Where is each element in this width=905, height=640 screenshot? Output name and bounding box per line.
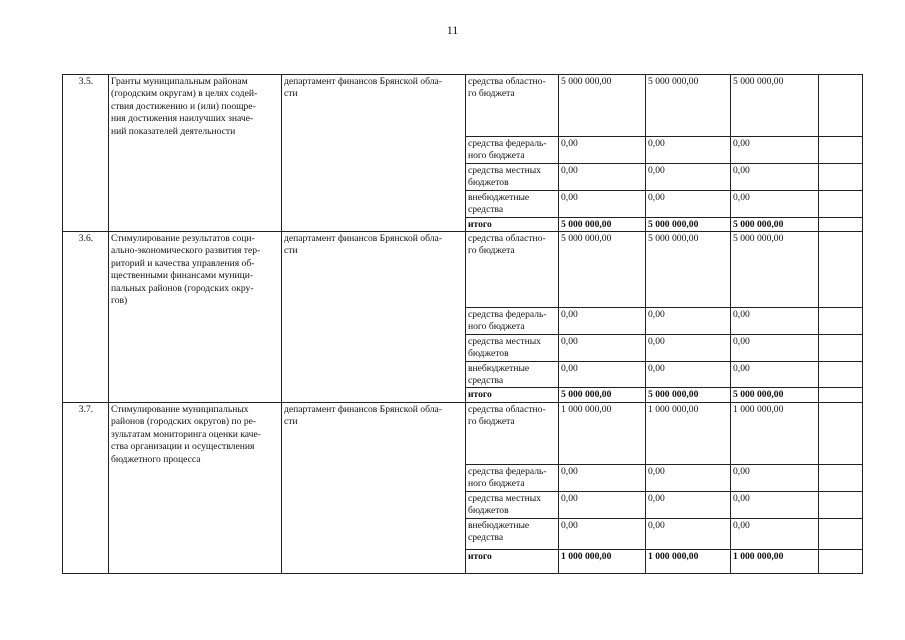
amount-year-1: 0,00 [559,164,646,191]
item-name [109,402,282,573]
item-name-line: районов (городских округов) по ре- [111,416,257,428]
amount-year-1: 5 000 000,00 [559,388,646,402]
amount-year-2: 0,00 [646,518,731,549]
amount-year-2: 0,00 [646,308,731,335]
amount-year-2: 5 000 000,00 [646,388,731,402]
funding-source-line: средства областно- [468,76,546,87]
funding-source [466,217,559,231]
item-name-line: Гранты муниципальным районам [111,76,248,87]
item-name-line: Стимулирование результатов соци- [111,233,255,245]
funding-source-line: внебюджетные [468,362,530,374]
item-name [109,232,282,403]
funding-source [466,518,559,549]
empty-cell [819,491,863,518]
amount-year-2: 5 000 000,00 [646,232,731,308]
item-name-line: ства организации и осуществления [111,441,255,453]
funding-source-line: средства [468,375,504,387]
item-executor [282,232,466,403]
item-name-line: щественными финансами муници- [111,270,254,282]
funding-source [466,232,559,308]
amount-year-1: 0,00 [559,361,646,388]
funding-source-line: средства федераль- [468,465,547,477]
funding-source-line: бюджетов [468,177,509,189]
funding-source-line: внебюджетные [468,519,530,531]
funding-source-line: бюджетов [468,348,509,360]
funding-source [466,388,559,402]
funding-source-line: ного бюджета [468,150,525,162]
empty-cell [819,518,863,549]
funding-source-line: бюджетов [468,505,509,517]
item-executor-line: сти [284,245,298,257]
amount-year-3: 1 000 000,00 [731,402,819,464]
table-row [63,75,863,137]
funding-source [466,464,559,491]
page-number: 11 [446,23,459,37]
amount-year-1: 5 000 000,00 [559,75,646,137]
funding-source [466,361,559,388]
funding-source [466,549,559,573]
funding-source-line: средства [468,204,504,216]
amount-year-2: 5 000 000,00 [646,217,731,231]
amount-year-2: 1 000 000,00 [646,402,731,464]
empty-cell [819,137,863,164]
empty-cell [819,549,863,573]
amount-year-2: 0,00 [646,164,731,191]
item-number: 3.7. [63,402,109,573]
item-name-line: ний показателей деятельности [111,125,236,137]
funding-source-line: средства федераль- [468,309,547,321]
amount-year-3: 5 000 000,00 [731,388,819,402]
item-executor-line: департамент финансов Брянской обла- [284,76,442,87]
amount-year-3: 0,00 [731,137,819,164]
empty-cell [819,190,863,217]
item-executor [282,75,466,232]
item-name-line: (городским округам) в целях содей- [111,88,258,100]
funding-source [466,190,559,217]
amount-year-1: 0,00 [559,334,646,361]
funding-source-line: итого [468,218,492,230]
item-executor-line: департамент финансов Брянской обла- [284,233,442,245]
amount-year-3: 0,00 [731,164,819,191]
item-executor-line: сти [284,88,298,100]
empty-cell [819,75,863,137]
amount-year-3: 1 000 000,00 [731,549,819,573]
item-name-line: пальных районов (городских окру- [111,282,254,294]
amount-year-3: 5 000 000,00 [731,232,819,308]
amount-year-2: 5 000 000,00 [646,75,731,137]
amount-year-3: 5 000 000,00 [731,75,819,137]
amount-year-3: 0,00 [731,361,819,388]
amount-year-2: 0,00 [646,464,731,491]
empty-cell [819,464,863,491]
funding-source-line: го бюджета [468,88,515,100]
amount-year-1: 0,00 [559,491,646,518]
empty-cell [819,388,863,402]
empty-cell [819,308,863,335]
item-number: 3.6. [63,232,109,403]
amount-year-3: 0,00 [731,464,819,491]
funding-source [466,137,559,164]
funding-source-line: средства [468,532,504,544]
amount-year-1: 0,00 [559,190,646,217]
funding-source-line: го бюджета [468,416,515,428]
amount-year-1: 0,00 [559,308,646,335]
empty-cell [819,217,863,231]
amount-year-2: 0,00 [646,334,731,361]
funding-source [466,75,559,137]
funding-source-line: итого [468,550,492,562]
empty-cell [819,232,863,308]
amount-year-1: 0,00 [559,464,646,491]
funding-source [466,402,559,464]
amount-year-3: 0,00 [731,491,819,518]
funding-source-line: итого [468,389,492,401]
amount-year-3: 0,00 [731,334,819,361]
empty-cell [819,164,863,191]
amount-year-3: 0,00 [731,308,819,335]
empty-cell [819,361,863,388]
table-row [63,232,863,308]
amount-year-3: 0,00 [731,518,819,549]
funding-source-line: ного бюджета [468,478,525,490]
item-executor-line: сти [284,416,298,428]
funding-source [466,164,559,191]
amount-year-1: 0,00 [559,518,646,549]
amount-year-1: 1 000 000,00 [559,402,646,464]
funding-source-line: средства местных [468,492,541,504]
item-name [109,75,282,232]
amount-year-2: 0,00 [646,190,731,217]
funding-source-line: средства федераль- [468,138,547,149]
item-name-line: риторий и качества управления об- [111,257,255,269]
item-name-line: ния достижения наилучших значе- [111,113,254,125]
item-name-line: Стимулирование муниципальных [111,403,249,415]
funding-source-line: средства областно- [468,233,546,245]
funding-source-line: ного бюджета [468,321,525,333]
funding-source-line: внебюджетные [468,191,530,203]
item-executor [282,402,466,573]
funding-source [466,491,559,518]
amount-year-3: 5 000 000,00 [731,217,819,231]
amount-year-1: 5 000 000,00 [559,217,646,231]
amount-year-1: 0,00 [559,137,646,164]
amount-year-3: 0,00 [731,190,819,217]
funding-source-line: средства областно- [468,403,546,415]
item-executor-line: департамент финансов Брянской обла- [284,403,442,415]
funding-source-line: средства местных [468,335,541,347]
item-number: 3.5. [63,75,109,232]
funding-source-line: го бюджета [468,245,515,257]
funding-source [466,334,559,361]
amount-year-1: 5 000 000,00 [559,232,646,308]
empty-cell [819,334,863,361]
item-name-line: ально-экономического развития тер- [111,245,261,257]
amount-year-2: 0,00 [646,361,731,388]
amount-year-2: 0,00 [646,491,731,518]
item-name-line: зультатам мониторинга оценки каче- [111,428,261,440]
empty-cell [819,402,863,464]
amount-year-2: 1 000 000,00 [646,549,731,573]
amount-year-2: 0,00 [646,137,731,164]
funding-source [466,308,559,335]
item-name-line: гов) [111,295,128,307]
table-row [63,402,863,464]
item-name-line: ствия достижению и (или) поощре- [111,100,256,112]
amount-year-1: 1 000 000,00 [559,549,646,573]
funding-source-line: средства местных [468,165,541,176]
budget-table [62,74,863,574]
item-name-line: бюджетного процесса [111,453,201,465]
